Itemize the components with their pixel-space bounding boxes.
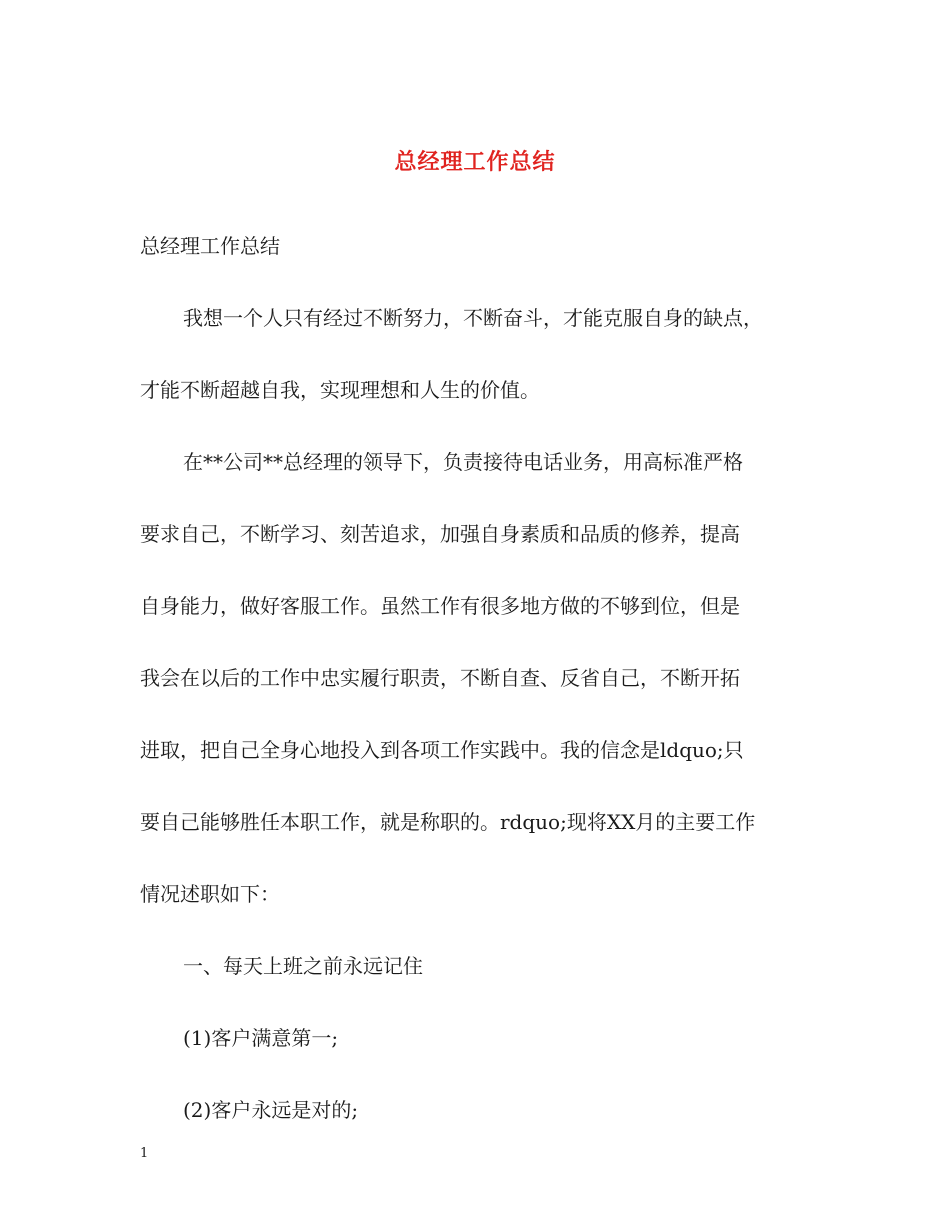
paragraph-2-line-1: 在**公司**总经理的领导下，负责接待电话业务，用高标准严格 (183, 450, 743, 474)
paragraph-2-line-6: 要自己能够胜任本职工作，就是称职的。rdquo;现将XX月的主要工作 (140, 810, 756, 834)
paragraph-2-line-5: 进取，把自己全身心地投入到各项工作实践中。我的信念是ldquo;只 (140, 738, 744, 762)
paragraph-2-line-2: 要求自己，不断学习、刻苦追求，加强自身素质和品质的修养，提高 (140, 522, 740, 546)
paragraph-2-line-4: 我会在以后的工作中忠实履行职责，不断自查、反省自己，不断开拓 (140, 666, 740, 690)
list-item: (1)客户满意第一; (183, 1026, 339, 1050)
paragraph-1-line-1: 我想一个人只有经过不断努力，不断奋斗，才能克服自身的缺点， (183, 306, 763, 330)
document-body (140, 228, 810, 1128)
document-subtitle: 总经理工作总结 (140, 234, 280, 258)
paragraph-2-line-7: 情况述职如下： (140, 882, 280, 906)
page-number: 1 (140, 1146, 149, 1161)
paragraph-2-line-3: 自身能力，做好客服工作。虽然工作有很多地方做的不够到位，但是 (140, 594, 740, 618)
document-title: 总经理工作总结 (394, 149, 556, 175)
list-item: (2)客户永远是对的; (183, 1098, 359, 1122)
section-1-heading: 一、每天上班之前永远记住 (183, 954, 423, 978)
paragraph-1-line-2: 才能不断超越自我，实现理想和人生的价值。 (140, 378, 540, 402)
